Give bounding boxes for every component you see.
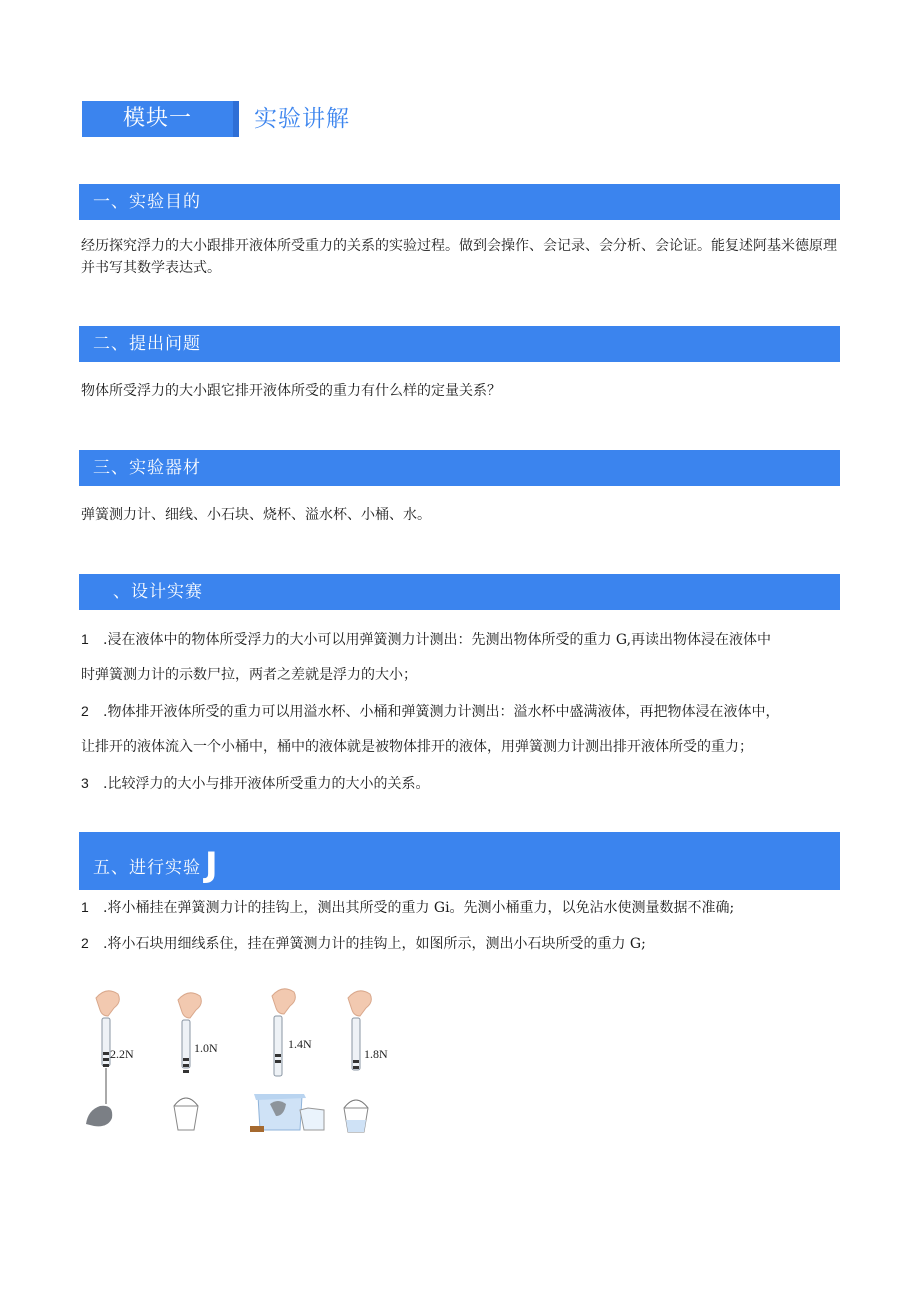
scale-stone-group [86, 991, 134, 1127]
reading-3: 1.4N [288, 1037, 312, 1051]
section-heading-question: 二、提出问题 [79, 326, 840, 362]
scale-overflow-group [250, 989, 324, 1132]
design-step-1-cont: 时弹簧测力计的示数尸拉，两者之差就是浮力的大小； [81, 667, 417, 683]
scale-bucket-group [174, 993, 218, 1130]
section-heading-equipment: 三、实验器材 [79, 450, 840, 486]
purpose-text: 经历探究浮力的大小跟排开液体所受重力的关系的实验过程。做到会操作、会记录、会分析、会论证。能复述阿基米德原理并书写其数学表达式。 [81, 238, 837, 276]
scale-bucket-water-group [344, 991, 388, 1132]
section-heading-purpose: 一、实验目的 [79, 184, 840, 220]
section-heading-design: 、设计实赛 [79, 574, 840, 610]
equipment-text: 弹簧测力计、细线、小石块、烧杯、溢水杯、小桶、水。 [81, 507, 431, 523]
reading-2: 1.0N [194, 1041, 218, 1055]
experiment-step-2: 2 .将小石块用细线系住，挂在弹簧测力计的挂钩上，如图所示，测出小石块所受的重力 G; [81, 935, 646, 952]
design-step-1: 1 .浸在液体中的物体所受浮力的大小可以用弹簧测力计测出：先测出物体所受的重力 G,再读出物体浸在液体中 [81, 631, 772, 648]
design-step-2-cont: 让排开的液体流入一个小桶中，桶中的液体就是被物体排开的液体，用弹簧测力计测出排开液体所受的重力； [81, 739, 753, 755]
experiment-step-1: 1 .将小桶挂在弹簧测力计的挂钩上，测出其所受的重力 Gi。先测小桶重力，以免沾水使测量数据不准确; [81, 899, 735, 916]
spring-scale-figure [78, 986, 408, 1136]
reading-4: 1.8N [364, 1047, 388, 1061]
reading-1: 2.2N [110, 1047, 134, 1061]
question-text: 物体所受浮力的大小跟它排开液体所受的重力有什么样的定量关系？ [81, 383, 501, 399]
design-step-2: 2 .物体排开液体所受的重力可以用溢水杯、小桶和弹簧测力计测出：溢水杯中盛满液体，再把物体浸在液体中， [81, 703, 780, 720]
module-title: 实验讲解 [254, 106, 350, 132]
section-heading-experiment: 五、进行实验 J [79, 832, 840, 890]
design-step-3: 3 .比较浮力的大小与排开液体所受重力的大小的关系。 [81, 775, 430, 792]
module-label: 模块一 [122, 106, 192, 131]
